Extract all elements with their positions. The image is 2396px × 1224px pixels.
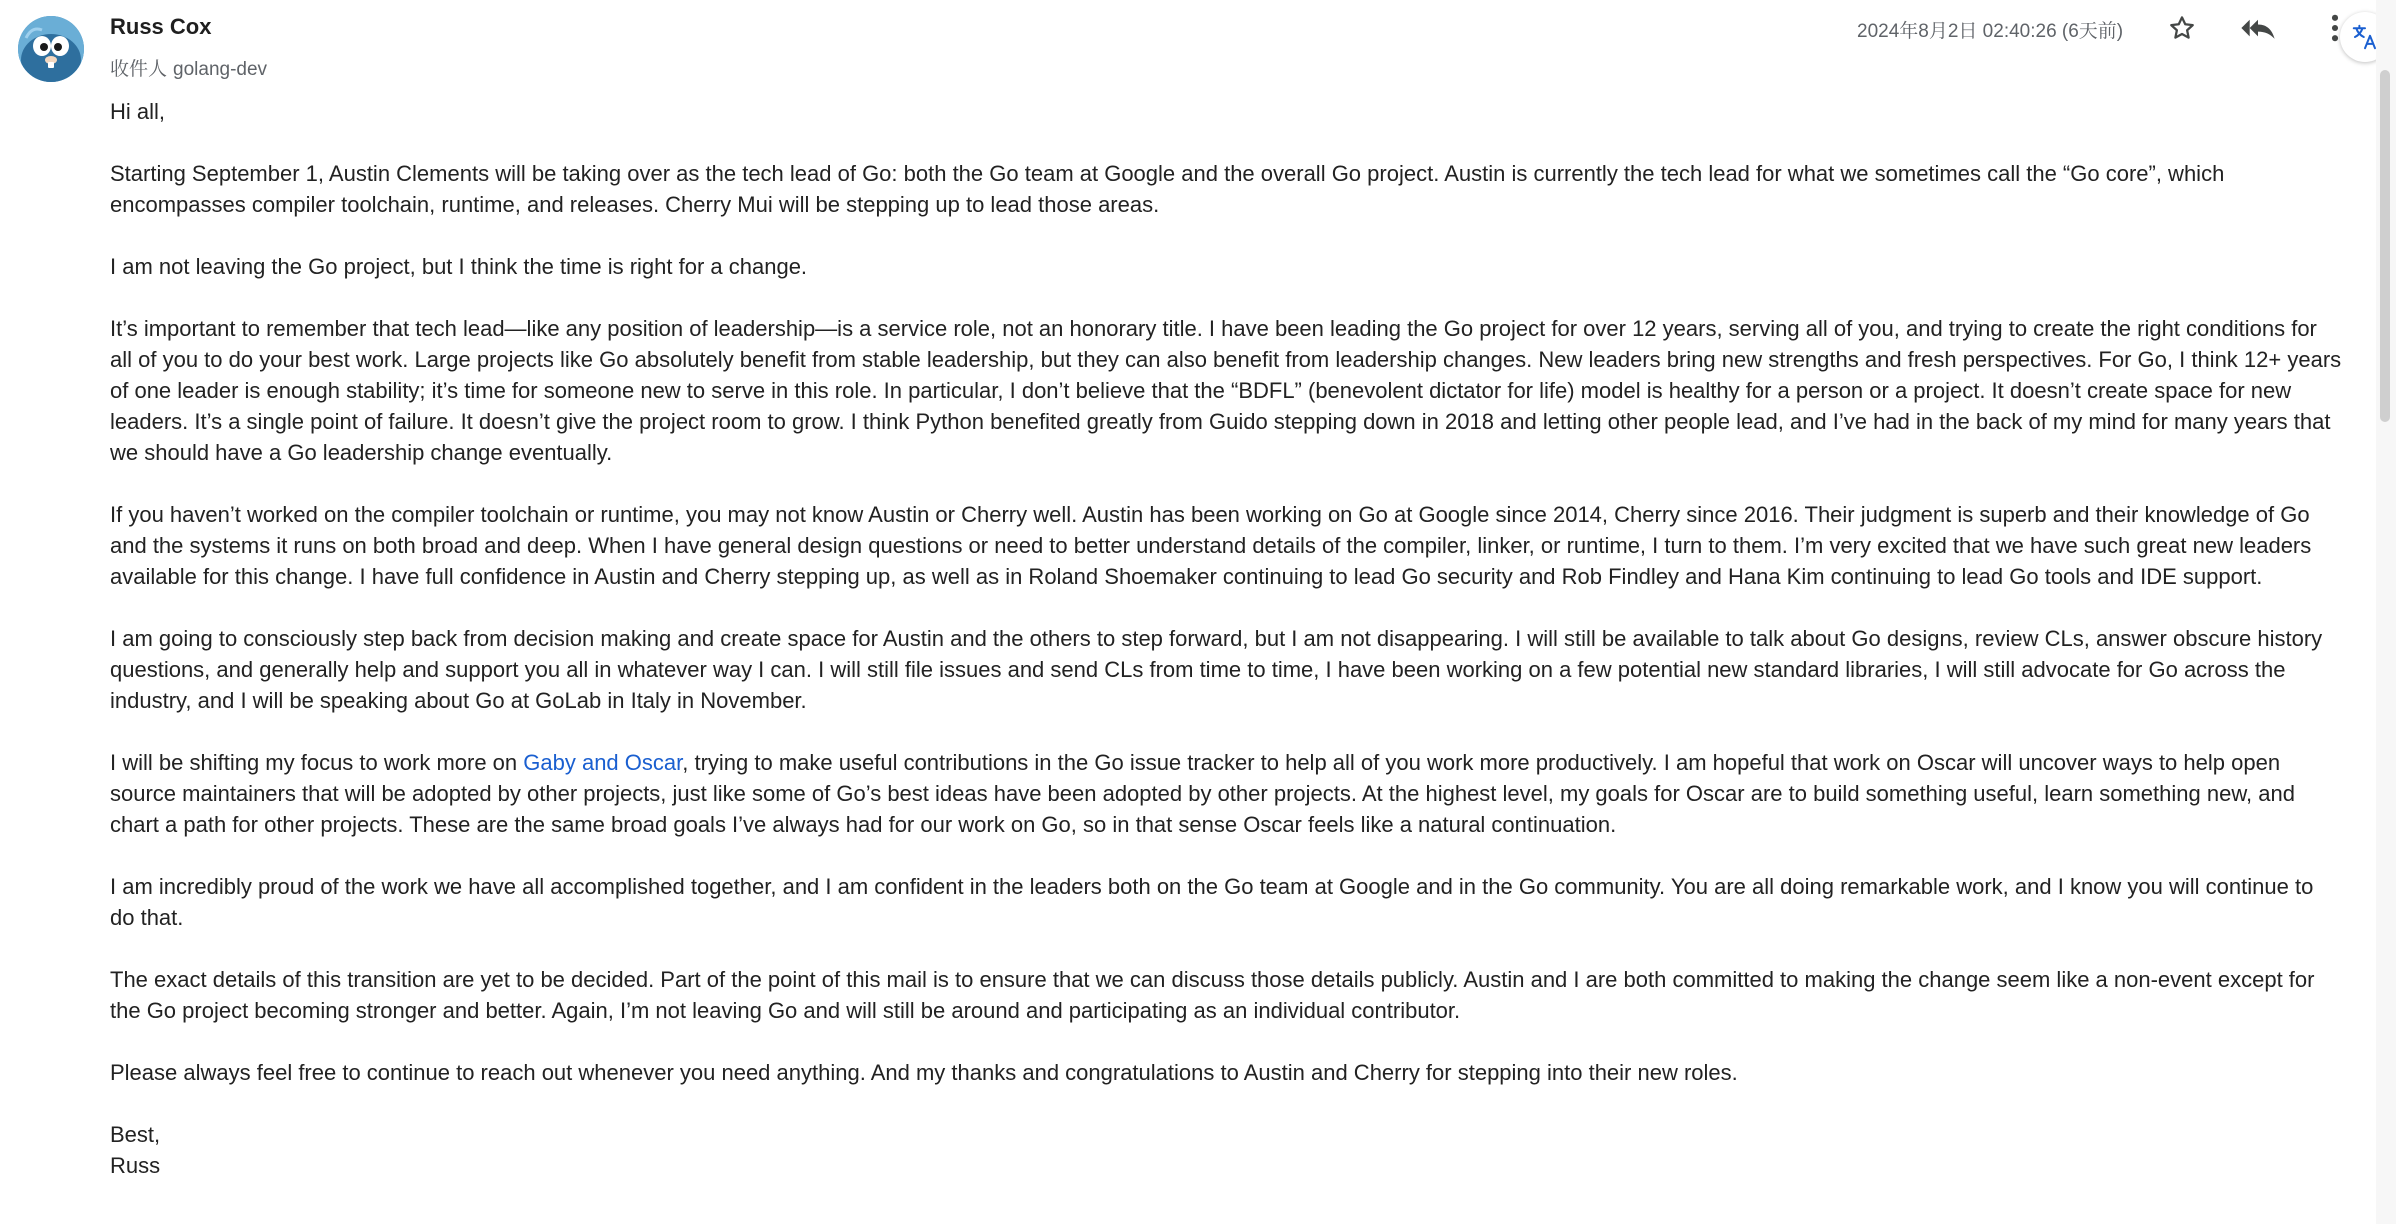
paragraph-proud: I am incredibly proud of the work we have all accomplished together, and I am confident in the leaders both on the Go team at Google and in the Go community. You are all doing remarkable work, and I know you will continue to do that. xyxy=(110,874,2314,930)
gaby-oscar-link[interactable]: Gaby and Oscar xyxy=(523,750,683,775)
greeting-paragraph: Hi all, xyxy=(110,99,166,124)
paragraph-leadership: It’s important to remember that tech lead—like any position of leadership—is a service role, not an honorary title. I have been leading the Go project for over 12 years, serving all of you, and trying to create the right conditions for all of you to do your best work. Large projects like Go absolutely benefit from stable leadership, but they can also benefit from leadership changes. New leaders bring new strengths and fresh perspectives. For Go, I think 12+ years of one leader is enough stability; it’s time for someone new to serve in this role. In particular, I don’t believe that the “BDFL” (benevolent dictator for life) model is healthy for a person or a project. It doesn’t create space for new leaders. It’s a single point of failure. It doesn’t give the project room to grow. I think Python benefited greatly from Guido stepping down in 2018 and letting other people lead, and I’ve had in the back of my mind for many years that we should have a Go leadership change eventually. xyxy=(110,316,2342,465)
paragraph-not-leaving: I am not leaving the Go project, but I think the time is right for a change. xyxy=(110,254,808,279)
star-icon xyxy=(2167,13,2197,43)
message-body xyxy=(110,96,2342,1181)
paragraph-announcement: Starting September 1, Austin Clements will be taking over as the tech lead of Go: both the Go team at Google and the overall Go project. Austin is currently the tech lead for what we sometimes call the “Go core”, which encompasses compiler toolchain, runtime, and releases. Cherry Mui will be stepping up to lead those areas. xyxy=(110,161,2225,217)
oscar-text-after: , trying to make useful contributions in the Go issue tracker to help all of you work more productively. I am hopeful that work on Oscar will uncover ways to help open source maintainers that will be adopted by other projects, just like some of Go’s best ideas have been adopted by other projects. At the highest level, my goals for Oscar are to build something useful, learn something new, and chart a path for other projects. These are the same broad goals I’ve always had for our work on Go, so in that sense Oscar feels like a natural continuation. xyxy=(110,750,2295,837)
signature: Russ xyxy=(110,1153,161,1178)
paragraph-new-leaders: If you haven’t worked on the compiler toolchain or runtime, you may not know Austin or Cherry well. Austin has been working on Go at Google since 2014, Cherry since 2016. Their judgment is superb and their knowledge of Go and the systems it runs on both broad and deep. When I have general design questions or need to better understand details of the compiler, linker, or runtime, I turn to them. I’m very excited that we have such great new leaders available for this change. I have full confidence in Austin and Cherry stepping up, as well as in Roland Shoemaker continuing to lead Go security and Rob Findley and Hana Kim continuing to lead Go tools and IDE support. xyxy=(110,502,2312,589)
to-label: 收件人 xyxy=(110,59,168,80)
more-vert-icon xyxy=(2331,14,2339,42)
avatar-image xyxy=(18,16,84,82)
paragraph-stepping-back: I am going to consciously step back from decision making and create space for Austin and the others to step forward, but I am not disappearing. I will still be available to talk about Go designs, review CLs, answer obscure history questions, and generally help and support you all in whatever way I can. I will still file issues and send CLs from time to time, I have been working on a few potential new standard libraries, I will still advocate for Go across the industry, and I will be speaking about Go at GoLab in Italy in November. xyxy=(110,626,2323,713)
paragraph-oscar xyxy=(110,747,2342,840)
recipient-line xyxy=(110,54,267,81)
oscar-text-before: I will be shifting my focus to work more on xyxy=(110,750,524,775)
recipient-name[interactable]: golang-dev xyxy=(173,59,268,80)
paragraph-thanks: Please always feel free to continue to reach out whenever you need anything. And my thanks and congratulations to Austin and Cherry for stepping into their new roles. xyxy=(110,1060,1738,1085)
reply-all-button[interactable] xyxy=(2236,8,2280,48)
star-button[interactable] xyxy=(2162,8,2202,48)
vertical-scrollbar[interactable] xyxy=(2376,0,2396,1224)
closing: Best, xyxy=(110,1122,161,1147)
sender-avatar[interactable] xyxy=(18,16,84,82)
reply-all-icon xyxy=(2239,13,2277,43)
paragraph-transition: The exact details of this transition are yet to be decided. Part of the point of this mail is to ensure that we can discuss those details publicly. Austin and I are both committed to making the change seem like a non-event except for the Go project becoming stronger and better. Again, I’m not leaving Go and will still be around and participating as an individual contributor. xyxy=(110,967,2315,1023)
scrollbar-thumb[interactable] xyxy=(2380,70,2390,422)
sender-name[interactable]: Russ Cox xyxy=(110,14,212,39)
message-timestamp: 2024年8月2日 02:40:26 (6天前) xyxy=(1857,21,2124,42)
